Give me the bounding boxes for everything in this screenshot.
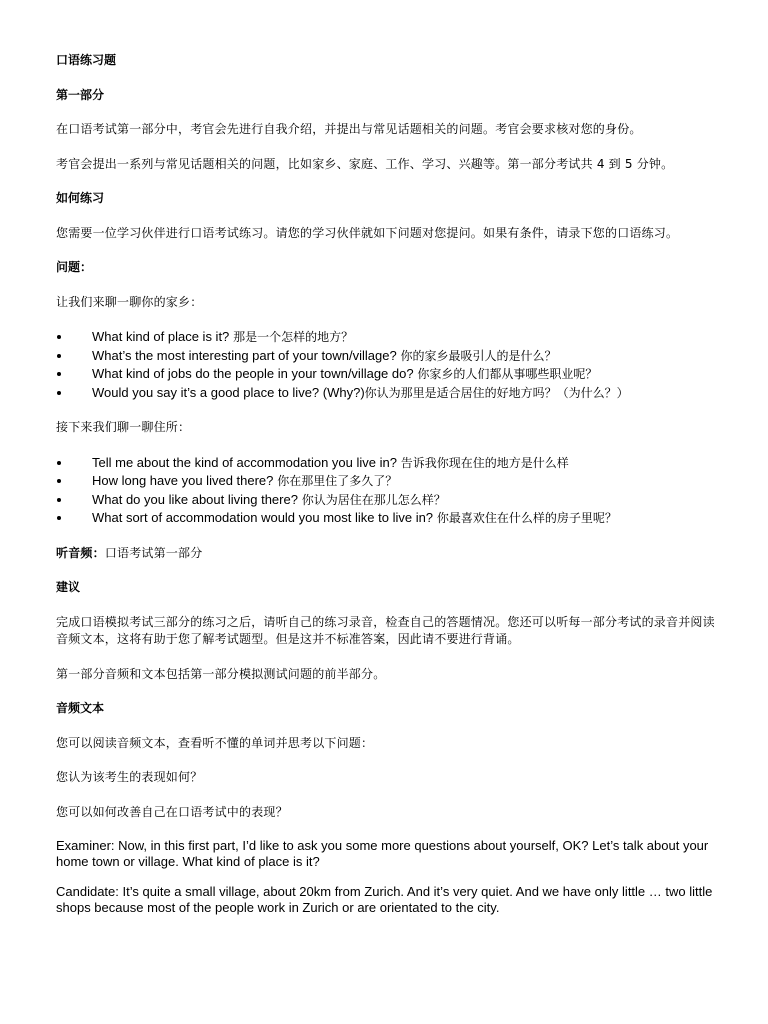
question-zh: 你在那里住了多久了？ — [273, 474, 398, 488]
list-item — [56, 365, 720, 384]
section-heading-questions: 问题： — [56, 260, 93, 274]
audio-link[interactable]: 口语考试第一部分 — [104, 545, 203, 560]
hometown-question-list — [56, 328, 720, 402]
question-zh: 你认为那里是适合居住的好地方吗？（为什么？） — [364, 385, 629, 400]
question-en: What kind of place is it? — [92, 329, 230, 344]
question-en: Would you say it’s a good place to live? (Why?) — [92, 384, 365, 400]
transcript-candidate: Candidate: It’s quite a small village, about 20km from Zurich. And it’s very quiet. And we have only little … two little shops because most of the people work in Zurich or are orientated to the city. — [56, 884, 713, 915]
question-en: What’s the most interesting part of your town/village? — [92, 347, 397, 363]
question-zh: 告诉我你现在住的地方是什么样 — [396, 455, 569, 470]
audio-label: 听音频： — [56, 545, 105, 560]
bullet-dot-icon — [57, 479, 61, 483]
question-en: How long have you lived there? — [92, 473, 274, 488]
list-item — [56, 454, 720, 473]
section-heading-advice: 建议 — [56, 580, 81, 594]
transcript-paragraph-1: 您可以阅读音频文本，查看听不懂的单词并思考以下问题： — [56, 735, 374, 750]
bullet-dot-icon — [57, 354, 61, 358]
question-en: Tell me about the kind of accommodation you live in? — [92, 454, 397, 470]
question-zh: 你的家乡最吸引人的是什么？ — [396, 348, 557, 363]
bullet-dot-icon — [57, 461, 61, 465]
list-item — [56, 509, 720, 528]
transcript-paragraph-2: 您认为该考生的表现如何？ — [56, 770, 203, 784]
section-heading-practice: 如何练习 — [56, 191, 105, 205]
part1-paragraph-2: 考官会提出一系列与常见话题相关的问题，比如家乡、家庭、工作、学习、兴趣等。第一部分考试共 4 到 5 分钟。 — [56, 156, 674, 171]
audio-line — [56, 545, 720, 563]
bullet-dot-icon — [57, 335, 61, 339]
question-zh: 你家乡的人们都从事哪些职业呢？ — [413, 367, 598, 381]
document-page — [56, 52, 720, 930]
list-item — [56, 384, 720, 403]
transcript-examiner: Examiner: Now, in this first part, I’d like to ask you some more questions about yourself, OK? Let’s talk about your home town or village. What kind of place is it? — [56, 838, 709, 869]
part1-paragraph-1: 在口语考试第一部分中，考官会先进行自我介绍，并提出与常见话题相关的问题。考官会要求核对您的身份。 — [56, 122, 642, 136]
question-zh: 你认为居住在那儿怎么样？ — [297, 492, 446, 507]
bullet-dot-icon — [57, 372, 61, 376]
transcript-paragraph-3: 您可以如何改善自己在口语考试中的表现？ — [56, 804, 288, 819]
list-item — [56, 491, 720, 510]
bullet-dot-icon — [57, 498, 61, 502]
question-en: What kind of jobs do the people in your town/village do? — [92, 366, 414, 381]
document-title: 口语练习题 — [56, 53, 117, 67]
accommodation-question-list — [56, 454, 720, 528]
advice-paragraph-1: 完成口语模拟考试三部分的练习之后，请听自己的练习录音，检查自己的答题情况。您还可以听每一部分考试的录音并阅读音频文本，这将有助于您了解考试题型。但是这并不标准答案，因此请不要进行背诵。 — [56, 614, 715, 646]
list-item — [56, 347, 720, 366]
bullet-dot-icon — [57, 391, 61, 395]
section-heading-part1: 第一部分 — [56, 87, 105, 102]
list-item — [56, 472, 720, 491]
question-zh: 你最喜欢住在什么样的房子里呢？ — [433, 511, 617, 525]
questions-intro-accommodation: 接下来我们聊一聊住所： — [56, 420, 191, 434]
bullet-dot-icon — [57, 516, 61, 520]
question-zh: 那是一个怎样的地方？ — [229, 330, 354, 344]
practice-paragraph: 您需要一位学习伙伴进行口语考试练习。请您的学习伙伴就如下问题对您提问。如果有条件，请录下您的口语练习。 — [56, 225, 679, 240]
question-en: What do you like about living there? — [92, 491, 298, 507]
list-item — [56, 328, 720, 347]
questions-intro-hometown: 让我们来聊一聊你的家乡： — [56, 294, 203, 309]
advice-paragraph-2: 第一部分音频和文本包括第一部分模拟测试问题的前半部分。 — [56, 666, 386, 681]
section-heading-transcript: 音频文本 — [56, 701, 105, 715]
question-en: What sort of accommodation would you most like to live in? — [92, 510, 434, 525]
